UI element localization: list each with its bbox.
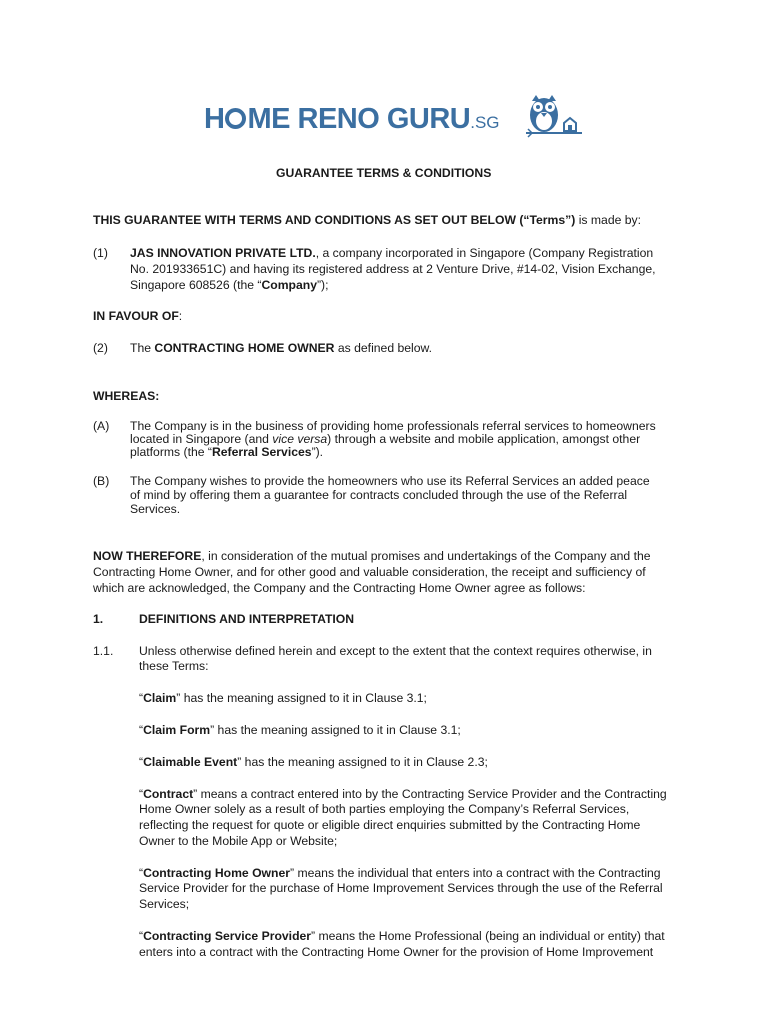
- party1-line3-pre: Singapore 608526 (the “: [130, 278, 262, 292]
- recital-b-line1: The Company wishes to provide the homeowners who use its Referral Services an added peace: [130, 474, 650, 488]
- now-therefore-bold: NOW THEREFORE: [93, 549, 202, 563]
- clause-1-1-line1: Unless otherwise defined herein and except to the extent that the context requires otherwise, in: [139, 644, 652, 658]
- definition-term: Contract: [143, 787, 194, 801]
- owl-icon: [522, 93, 584, 139]
- definition-claimable-event: [139, 754, 488, 770]
- in-favour-bold: IN FAVOUR OF: [93, 309, 179, 323]
- definition-contract-line4: Owner to the Mobile App or Website;: [139, 834, 338, 848]
- recital-a-line2-pre: located in Singapore (and: [130, 432, 273, 446]
- now-therefore-line1-rest: , in consideration of the mutual promises and undertakings of the Company and the: [201, 549, 651, 563]
- quote-open: “: [139, 787, 144, 801]
- definition-term: Contracting Service Provider: [143, 929, 312, 943]
- recital-b-line3: Services.: [130, 502, 181, 516]
- recital-a-line3-pre: platforms (the “: [130, 445, 212, 459]
- logo-letter-h: H: [204, 103, 225, 135]
- party1-line3: [130, 277, 329, 293]
- recital-a-vice-versa: vice versa: [272, 432, 328, 446]
- logo-wordmark: [204, 105, 500, 134]
- party1-number: (1): [93, 246, 108, 260]
- definition-text: ” means the Home Professional (being an individual or entity) that: [311, 929, 665, 943]
- now-therefore-line2: Contracting Home Owner, and for other good and valuable consideration, the receipt and sufficiency of: [93, 565, 646, 579]
- party1-line1: [130, 245, 653, 261]
- definition-term: Claim Form: [143, 723, 211, 737]
- logo-o-icon: [225, 108, 246, 129]
- definition-contracting-home-owner-line1: [139, 865, 661, 881]
- quote-open: “: [139, 723, 144, 737]
- recital-a-line2-post: ) through a website and mobile application, amongst other: [327, 432, 641, 446]
- section1-heading: DEFINITIONS AND INTERPRETATION: [139, 612, 355, 626]
- quote-open: “: [139, 755, 144, 769]
- definition-claim: [139, 690, 427, 706]
- definition-text: ” has the meaning assigned to it in Clause 3.1;: [176, 691, 427, 705]
- definition-claim-form: [139, 722, 461, 738]
- party1-line1-rest: , a company incorporated in Singapore (Company Registration: [315, 246, 654, 260]
- in-favour-rest: :: [178, 309, 183, 323]
- whereas-heading: WHEREAS:: [93, 389, 160, 403]
- definition-term: Claimable Event: [143, 755, 238, 769]
- definition-contracting-service-provider-line2: enters into a contract with the Contracting Home Owner for the provision of Home Improvement: [139, 945, 654, 959]
- definition-text: ” has the meaning assigned to it in Clause 3.1;: [210, 723, 461, 737]
- definition-contracting-home-owner-line3: Services;: [139, 897, 190, 911]
- recital-a-number: (A): [93, 419, 110, 433]
- clause-1-1-number: 1.1.: [93, 644, 114, 658]
- definition-contracting-home-owner-line2: Service Provider for the purchase of Home Improvement Services through the use of the Referral: [139, 881, 663, 895]
- now-therefore-line1: [93, 548, 651, 564]
- quote-open: “: [139, 866, 144, 880]
- recital-b-number: (B): [93, 474, 110, 488]
- logo-word-guru: GURU: [386, 103, 471, 135]
- definition-text: ” means a contract entered into by the Contracting Service Provider and the Contracting: [193, 787, 667, 801]
- logo-word-home-rest: ME: [247, 103, 298, 135]
- definition-contract-line1: [139, 786, 667, 802]
- recital-a-line1: The Company is in the business of providing home professionals referral services to homeowners: [130, 419, 656, 433]
- referral-services-term: Referral Services: [211, 445, 312, 459]
- in-favour-of: [93, 308, 182, 324]
- logo-suffix: .SG: [470, 113, 500, 132]
- party1-line3-post: ”);: [316, 278, 329, 292]
- definition-contract-line3: reflecting the request for quote or eligible direct enquiries submitted by the Contracting Home: [139, 818, 641, 832]
- recital-a-line3: [130, 444, 323, 460]
- recital-a-line3-post: ”).: [311, 445, 324, 459]
- quote-open: “: [139, 691, 144, 705]
- now-therefore-line3: which are acknowledged, the Company and the Contracting Home Owner agree as follows:: [93, 581, 586, 595]
- intro-bold: THIS GUARANTEE WITH TERMS AND CONDITIONS AS SET OUT BELOW (“Terms”): [93, 213, 576, 227]
- recital-b-line2: of mind by offering them a guarantee for contracts concluded through the use of the Referral: [130, 488, 628, 502]
- party2-bold: CONTRACTING HOME OWNER: [154, 341, 335, 355]
- party1-name: JAS INNOVATION PRIVATE LTD.: [130, 246, 316, 260]
- definition-text: ” has the meaning assigned to it in Clause 2.3;: [237, 755, 488, 769]
- quote-open: “: [139, 929, 144, 943]
- intro-rest: is made by:: [575, 213, 642, 227]
- party2-line: [130, 340, 432, 356]
- definition-term: Contracting Home Owner: [143, 866, 291, 880]
- party2-number: (2): [93, 341, 108, 355]
- party1-line2: No. 201933651C) and having its registered address at 2 Venture Drive, #14-02, Vision Exchange,: [130, 262, 656, 276]
- party2-post: as defined below.: [334, 341, 433, 355]
- logo-word-reno: RENO: [297, 103, 387, 135]
- clause-1-1-line2: these Terms:: [139, 659, 209, 673]
- document-title: GUARANTEE TERMS & CONDITIONS: [276, 166, 492, 180]
- definition-contract-line2: Home Owner solely as a result of both parties employing the Company’s Referral Services,: [139, 802, 630, 816]
- intro-line: [93, 212, 641, 228]
- definition-term: Claim: [143, 691, 177, 705]
- homerenoguru-logo: [204, 93, 584, 139]
- definition-text: ” means the individual that enters into a contract with the Contracting: [290, 866, 661, 880]
- section1-number: 1.: [93, 612, 104, 626]
- definition-contracting-service-provider-line1: [139, 928, 665, 944]
- party2-pre: The: [130, 341, 155, 355]
- party1-company-term: Company: [261, 278, 317, 292]
